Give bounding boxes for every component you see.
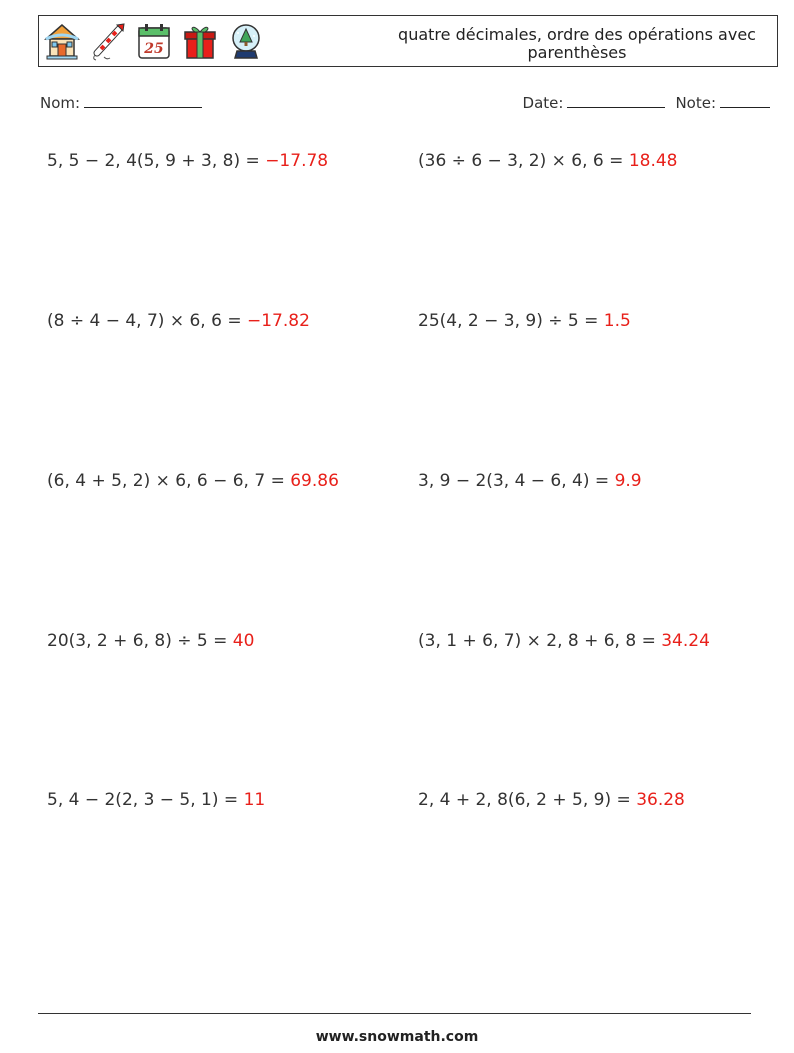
- problem-answer: −17.78: [265, 151, 329, 171]
- problem-answer: −17.82: [247, 311, 310, 331]
- problem-9: [47, 790, 265, 810]
- problem-answer: 18.48: [628, 151, 678, 171]
- grade-blank[interactable]: [720, 93, 770, 108]
- problem-3: [47, 311, 310, 331]
- problem-6: [418, 471, 642, 491]
- date-blank[interactable]: [567, 93, 665, 108]
- footer-divider: [38, 1013, 751, 1014]
- name-field: [40, 93, 202, 112]
- problem-4: [418, 311, 631, 331]
- rocket-icon: [89, 21, 127, 61]
- name-blank[interactable]: [84, 93, 202, 108]
- gift-icon: [181, 21, 219, 61]
- problem-expression: 20(3, 2 + 6, 8) ÷ 5 =: [47, 631, 228, 651]
- worksheet-title: quatre décimales, ordre des opérations avec parenthèses: [398, 25, 756, 62]
- date-field: [523, 93, 666, 112]
- problem-1: [47, 151, 328, 171]
- problem-10: [418, 790, 685, 810]
- problem-answer: 9.9: [614, 471, 642, 491]
- problem-answer: 34.24: [661, 631, 710, 651]
- date-grade-fields: [523, 93, 770, 112]
- problem-expression: (3, 1 + 6, 7) × 2, 8 + 6, 8 =: [418, 631, 656, 651]
- calendar-day-number: 25: [144, 41, 164, 57]
- date-label: Date:: [522, 94, 564, 112]
- problem-answer: 36.28: [636, 790, 685, 810]
- problem-expression: (36 ÷ 6 − 3, 2) × 6, 6 =: [418, 151, 624, 171]
- name-label: Nom:: [40, 94, 81, 112]
- problem-answer: 11: [243, 790, 266, 810]
- header-icons: [43, 21, 265, 61]
- problem-8: [418, 631, 710, 651]
- problem-expression: 2, 4 + 2, 8(6, 2 + 5, 9) =: [418, 790, 631, 810]
- problem-answer: 69.86: [290, 471, 339, 491]
- problem-answer: 1.5: [603, 311, 631, 331]
- problem-7: [47, 631, 254, 651]
- worksheet-header: [38, 15, 778, 67]
- problem-expression: 5, 5 − 2, 4(5, 9 + 3, 8) =: [47, 151, 260, 171]
- problem-5: [47, 471, 339, 491]
- problem-answer: 40: [232, 631, 255, 651]
- grade-field: [675, 93, 770, 112]
- problem-expression: 3, 9 − 2(3, 4 − 6, 4) =: [418, 471, 610, 491]
- snow-globe-icon: [227, 21, 265, 61]
- problem-expression: 5, 4 − 2(2, 3 − 5, 1) =: [47, 790, 239, 810]
- grade-label: Note:: [675, 94, 716, 112]
- footer-site-link[interactable]: www.snowmath.com: [315, 1029, 479, 1045]
- problem-expression: 25(4, 2 − 3, 9) ÷ 5 =: [418, 311, 599, 331]
- calendar-icon: [135, 21, 173, 61]
- problem-2: [418, 151, 677, 171]
- house-icon: [43, 21, 81, 61]
- problem-expression: (6, 4 + 5, 2) × 6, 6 − 6, 7 =: [47, 471, 285, 491]
- problem-expression: (8 ÷ 4 − 4, 7) × 6, 6 =: [47, 311, 242, 331]
